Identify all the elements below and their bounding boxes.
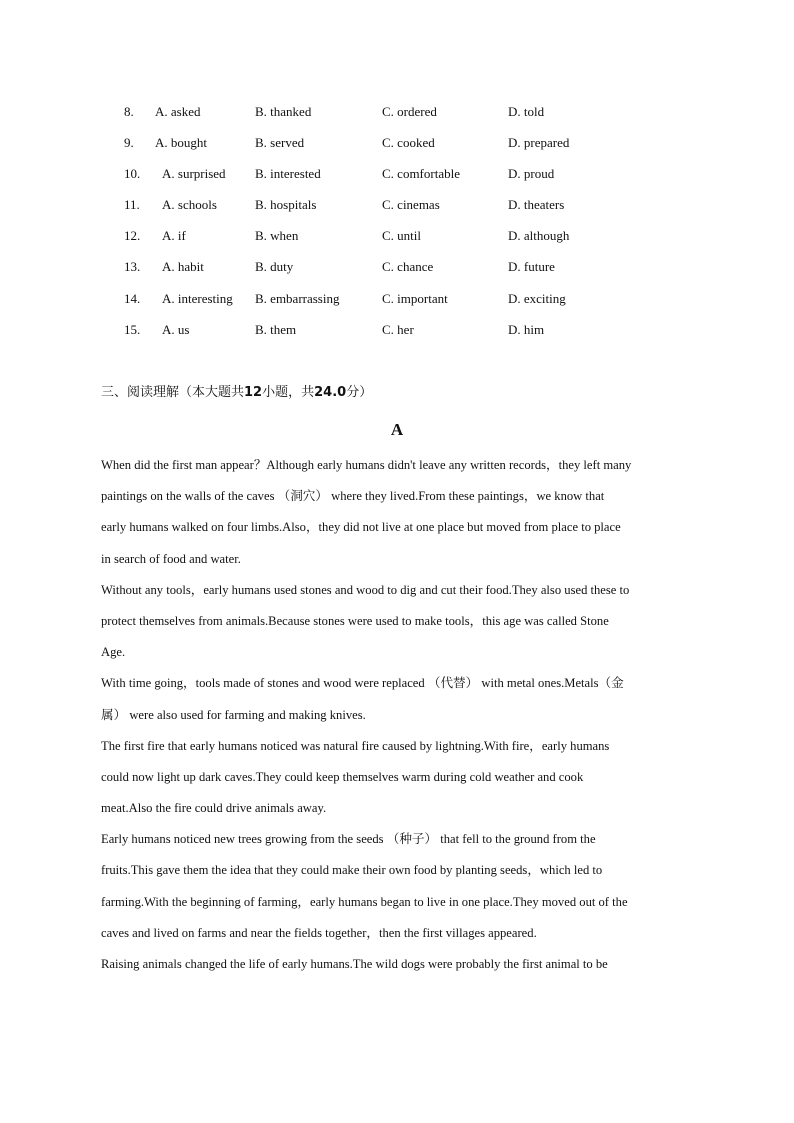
- passage-line: protect themselves from animals.Because stones were used to make tools，this age was called Stone: [101, 613, 609, 628]
- question-number: 12.: [124, 228, 141, 244]
- passage-line: With time going，tools made of stones and wood were replaced （代替） with metal ones.Metals（金: [101, 676, 624, 691]
- passage-line: Raising animals changed the life of early humans.The wild dogs were probably the first animal to be: [101, 957, 608, 971]
- question-number: 13.: [124, 259, 141, 275]
- option-c: C. cinemas: [382, 197, 440, 213]
- option-c: C. cooked: [382, 135, 435, 151]
- passage-line: farming.With the beginning of farming，early humans began to live in one place.They moved out of the: [101, 894, 628, 909]
- passage-line: The first fire that early humans noticed was natural fire caused by lightning.With fire，early humans: [101, 738, 610, 753]
- option-row: [0, 132, 794, 163]
- section-heading-suffix: 分）: [346, 385, 373, 400]
- passage-line: could now light up dark caves.They could keep themselves warm during cold weather and cook: [101, 769, 584, 784]
- passage-line: early humans walked on four limbs.Also，they did not live at one place but moved from place to place: [101, 520, 621, 535]
- question-number: 8.: [124, 104, 134, 119]
- option-b: B. embarrassing: [255, 290, 340, 306]
- option-c: C. important: [382, 290, 448, 306]
- passage-line: in search of food and water.: [101, 551, 241, 566]
- option-b: B. them: [255, 321, 297, 337]
- option-row: [0, 101, 794, 132]
- question-number: 15.: [124, 321, 141, 337]
- option-row: [0, 319, 794, 350]
- option-c: C. chance: [382, 259, 434, 275]
- option-b: B. hospitals: [255, 197, 317, 213]
- reading-passage: [101, 454, 696, 984]
- option-row: [0, 163, 794, 194]
- section-heading: [101, 382, 372, 404]
- option-d: D. exciting: [508, 290, 566, 306]
- option-c: C. ordered: [382, 104, 437, 119]
- option-d: D. proud: [508, 166, 555, 182]
- option-b: B. duty: [255, 259, 294, 275]
- question-number: 9.: [124, 135, 134, 151]
- passage-line: Age.: [101, 645, 126, 660]
- option-b: B. when: [255, 228, 299, 244]
- option-c: C. comfortable: [382, 166, 460, 182]
- option-b: B. interested: [255, 166, 321, 182]
- section-score: 24.0: [314, 385, 347, 400]
- option-a: A. surprised: [162, 166, 226, 182]
- passage-line: caves and lived on farms and near the fields together，then the first villages appeared.: [101, 925, 537, 940]
- option-a: A. bought: [155, 135, 207, 151]
- option-row: [0, 194, 794, 225]
- question-number: 10.: [124, 166, 141, 182]
- passage-line: Without any tools，early humans used stones and wood to dig and cut their food.They also used these to: [101, 582, 630, 597]
- option-d: D. him: [508, 321, 545, 337]
- passage-line: When did the first man appear？Although early humans didn't leave any written records，they left many: [101, 458, 632, 472]
- option-c: C. until: [382, 228, 422, 244]
- option-b: B. thanked: [255, 104, 312, 119]
- passage-line: paintings on the walls of the caves （洞穴） where they lived.From these paintings，we know that: [101, 489, 605, 504]
- option-d: D. told: [508, 104, 545, 119]
- passage-title: A: [390, 420, 404, 439]
- passage-line: meat.Also the fire could drive animals away.: [101, 801, 327, 816]
- passage-line: Early humans noticed new trees growing from the seeds （种子） that fell to the ground from the: [101, 832, 596, 847]
- option-a: A. schools: [162, 197, 217, 213]
- option-row: [0, 225, 794, 256]
- passage-line: fruits.This gave them the idea that they could make their own food by planting seeds，which led to: [101, 863, 603, 878]
- answer-options-list: [0, 101, 794, 350]
- option-a: A. habit: [162, 259, 204, 275]
- option-a: A. interesting: [162, 290, 233, 306]
- question-number: 14.: [124, 290, 141, 306]
- option-row: [0, 256, 794, 287]
- option-d: D. although: [508, 228, 570, 244]
- question-number: 11.: [124, 197, 140, 213]
- option-c: C. her: [382, 321, 414, 337]
- section-heading-middle: 小题，共: [262, 385, 315, 400]
- option-b: B. served: [255, 135, 305, 151]
- option-row: [0, 288, 794, 319]
- option-d: D. prepared: [508, 135, 570, 151]
- section-heading-prefix: 三、阅读理解（本大题共: [101, 385, 245, 400]
- option-a: A. if: [162, 228, 186, 244]
- option-a: A. us: [162, 321, 190, 337]
- option-a: A. asked: [155, 104, 201, 119]
- section-question-count: 12: [244, 385, 263, 400]
- option-d: D. theaters: [508, 197, 565, 213]
- option-d: D. future: [508, 259, 555, 275]
- passage-line: 属） were also used for farming and making knives.: [101, 707, 366, 722]
